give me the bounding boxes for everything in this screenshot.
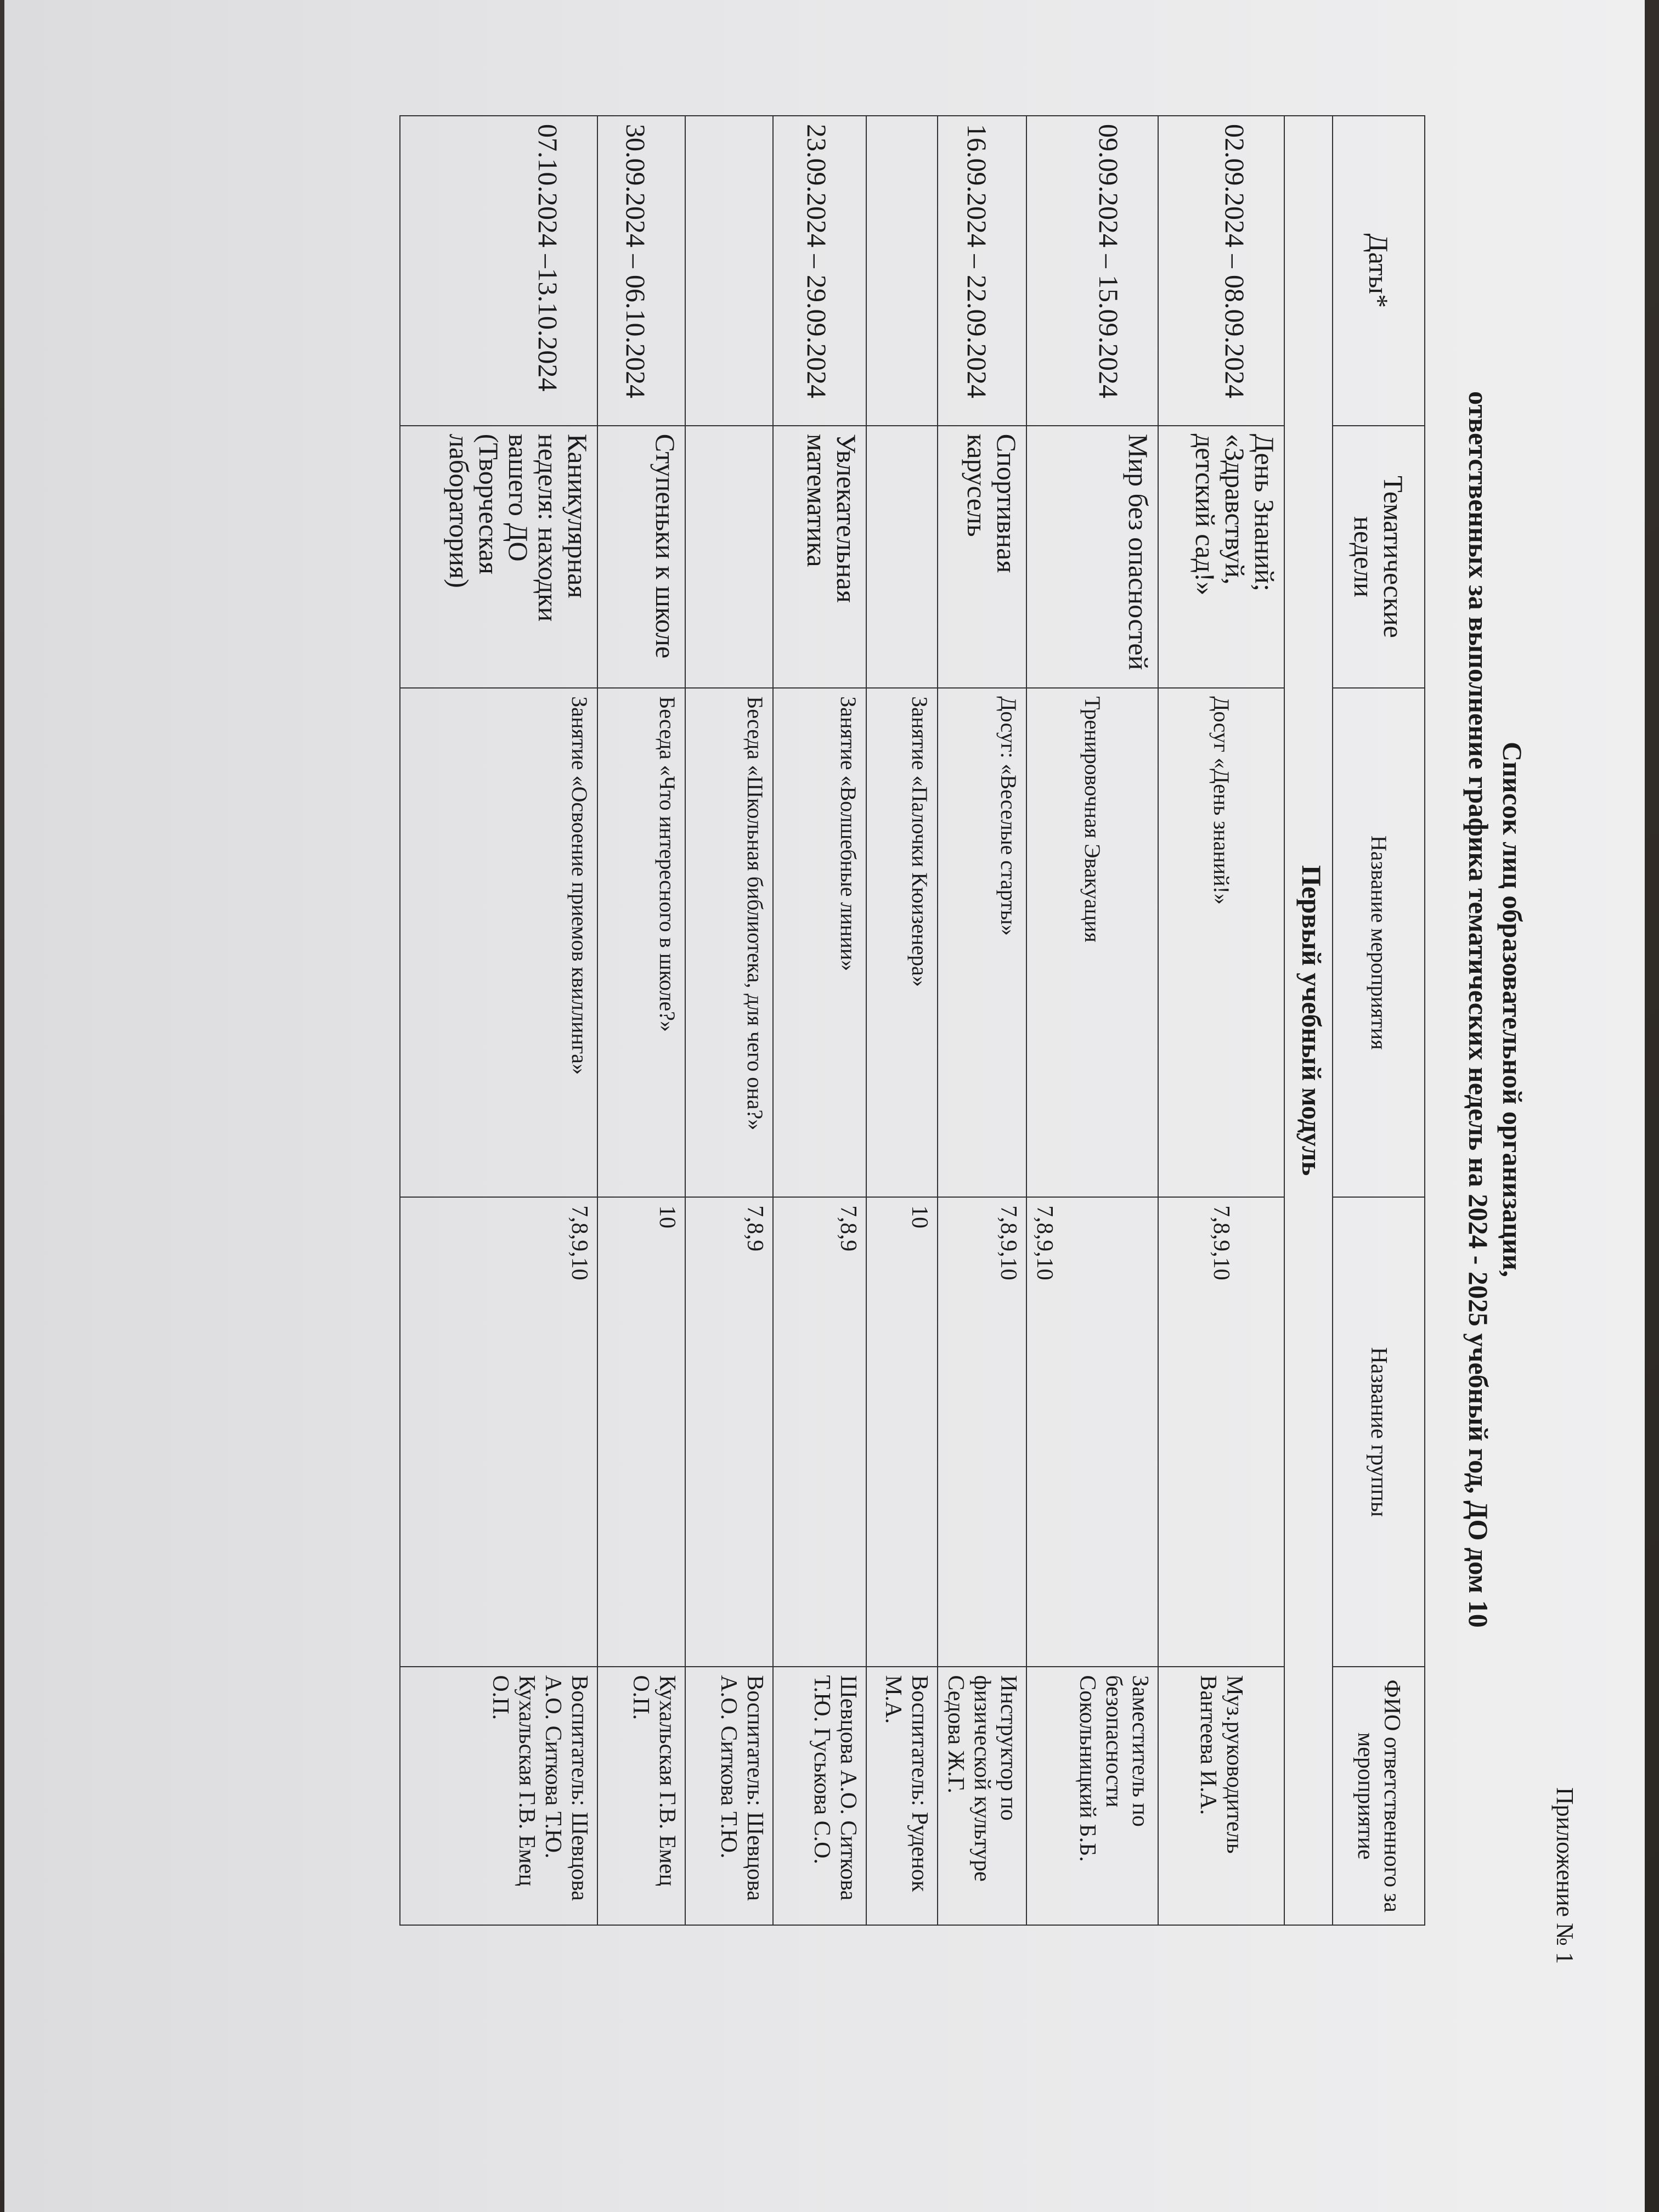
header-weeks: Тематические недели [1333,426,1425,689]
cell-group: 10 [597,1197,685,1667]
cell-date: 23.09.2024 – 29.09.2024 [773,116,866,426]
cell-group: 10 [866,1197,938,1667]
header-responsible: ФИО ответственного за мероприятие [1333,1667,1425,1925]
cell-week [866,426,938,689]
cell-event: Беседа «Школьная библиотека, для чего она?» [685,688,773,1197]
cell-event: Тренировочная Эвакуация [1026,688,1158,1197]
cell-event: Занятие «Волшебные линии» [773,688,866,1197]
cell-date: 30.09.2024 – 06.10.2024 [597,116,685,426]
cell-week: Каникулярная неделя: находки вашего ДО (Творческая лаборатория) [400,426,597,689]
table-row [685,116,773,1925]
cell-group: 7,8,9,10 [938,1197,1026,1667]
cell-responsible: Воспитатель: Руденок М.А. [866,1667,938,1925]
cell-date: 02.09.2024 – 08.09.2024 [1158,116,1284,426]
cell-week: Ступеньки к школе [597,426,685,689]
cell-group: 7,8,9 [773,1197,866,1667]
cell-week: Спортивная карусель [938,426,1026,689]
cell-group: 7,8,9,10 [1026,1197,1158,1667]
module-row [1284,116,1333,1925]
cell-event: Досуг «День знаний!» [1158,688,1284,1197]
table-row [773,116,866,1925]
cell-event: Занятие «Палочки Кюизенера» [866,688,938,1197]
cell-event: Беседа «Что интересного в школе?» [597,688,685,1197]
cell-responsible: Воспитатель: Шевцова А.О. Ситкова Т.Ю. Кухальская Г.В. Емец О.П. [400,1667,597,1925]
table-row [866,116,938,1925]
cell-date [866,116,938,426]
module-title: Первый учебный модуль [1284,116,1333,1925]
cell-event: Занятие «Освоение приемов квиллинга» [400,688,597,1197]
table-header-row [1333,116,1425,1925]
header-dates: Даты* [1333,116,1425,426]
schedule-table [399,115,1425,1926]
header-group: Название группы [1333,1197,1425,1667]
cell-group: 7,8,9 [685,1197,773,1667]
cell-responsible: Шевцова А.О. Ситкова Т.Ю. Гуськова С.О. [773,1667,866,1925]
cell-responsible: Заместитель по безопасности Сокольницкий Б.Б. [1026,1667,1158,1925]
cell-responsible: Инструктор по физической культуре Седова Ж.Г. [938,1667,1026,1925]
cell-responsible: Муз.руководитель Вантеева И.А. [1158,1667,1284,1925]
cell-event: Досуг: «Веселые старты» [938,688,1026,1197]
table-row [597,116,685,1925]
cell-date: 07.10.2024 –13.10.2024 [400,116,597,426]
table-row [400,116,597,1925]
cell-week: Увлекательная математика [773,426,866,689]
paper-sheet [4,0,1645,2212]
table-row [1026,116,1158,1925]
cell-week: День Знаний; «Здравствуй, детский сад!» [1158,426,1284,689]
cell-week [685,426,773,689]
appendix-label: Приложение № 1 [1551,1787,1578,1964]
table-row [938,116,1026,1925]
header-event: Название мероприятия [1333,688,1425,1197]
cell-group: 7,8,9,10 [1158,1197,1284,1667]
cell-responsible: Кухальская Г.В. Емец О.П. [597,1667,685,1925]
cell-date: 09.09.2024 – 15.09.2024 [1026,116,1158,426]
document-title [1462,22,1530,1997]
title-line-2: ответственных за выполнение графика тематических недель на 2024 - 2025 учебный год, ДО дом 10 [1463,391,1494,1628]
cell-group: 7,8,9,10 [400,1197,597,1667]
table-row [1158,116,1284,1925]
rotated-document [131,22,1590,1997]
cell-date [685,116,773,426]
title-line-1: Список лиц образовательной организации, [1497,742,1528,1277]
cell-date: 16.09.2024 – 22.09.2024 [938,116,1026,426]
cell-responsible: Воспитатель: Шевцова А.О. Ситкова Т.Ю. [685,1667,773,1925]
cell-week: Мир без опасностей [1026,426,1158,689]
